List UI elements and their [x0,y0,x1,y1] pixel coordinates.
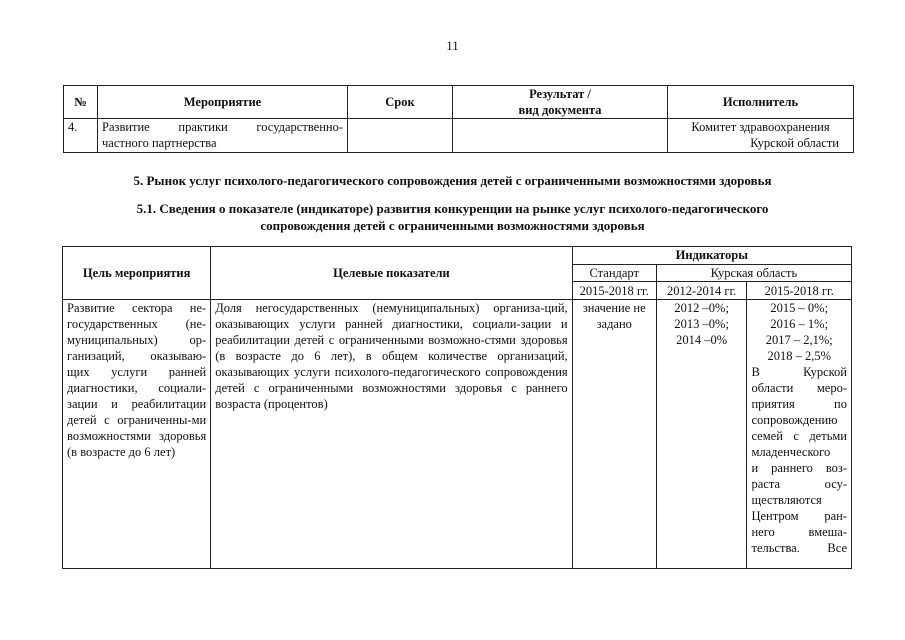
k2-text-line: сопровождению [751,413,838,427]
k2-text-line: В Курской [751,365,847,379]
k2-value: 2016 – 1%; [770,317,829,331]
k2-text-line: младенческого [751,445,831,459]
k2-text-line: ществляются [751,493,822,507]
row-activity-line2: частного партнерства [102,136,217,150]
k1-value: 2012 –0%; [674,301,729,315]
measures-table-header [64,86,854,119]
row-num: 4. [64,119,98,153]
row-kursk-2012-2014 [656,300,747,569]
row-executor-line2: Курской области [750,136,839,150]
header-standard: Стандарт [572,264,656,282]
table-row [64,119,854,153]
header-kursk: Курская область [656,264,851,282]
k2-value: 2018 – 2,5% [767,349,832,363]
section-5-1-title-line2: сопровождения детей с ограниченными возможностями здоровья [260,218,645,233]
k2-text-line: раста осу- [751,477,847,491]
k2-text-line: Центром ран- [751,509,847,523]
header-kursk-years-2: 2015-2018 гг. [747,282,852,300]
k2-value: 2015 – 0%; [770,301,829,315]
section-5-title: 5. Рынок услуг психолого-педагогического сопровождения детей с ограниченными возможностями здоровья [133,173,772,188]
indicator-table [62,246,852,569]
row-executor-line1: Комитет здравоохранения [691,120,830,134]
row-result [453,119,668,153]
row-kursk-2015-2018 [747,300,852,569]
section-5-1-title [0,200,905,234]
header-result-line2: вид документа [518,103,602,117]
row-standard-line2: задано [596,317,632,331]
k1-value: 2014 –0% [676,333,728,347]
header-activity: Мероприятие [98,86,348,119]
row-standard-line1: значение не [582,301,646,315]
row-standard [572,300,656,569]
page-number: 11 [446,38,459,53]
section-5-1-title-line1: 5.1. Сведения о показателе (индикаторе) развития конкуренции на рынке услуг психолого-педагогического [136,201,769,216]
k2-text-line: тельства. Все [751,541,847,555]
k2-text-line: него вмеша- [751,525,847,539]
k2-text-line: и раннего воз- [751,461,847,475]
header-term: Срок [348,86,453,119]
header-goal: Цель мероприятия [63,247,211,300]
measures-table [63,85,854,153]
header-kursk-years-1: 2012-2014 гг. [656,282,747,300]
k2-text-line: области меро- [751,381,847,395]
header-target: Целевые показатели [211,247,572,300]
header-num: № [64,86,98,119]
header-result-line1: Результат / [529,87,591,101]
row-goal: Развитие сектора не-государственных (не-муниципальных) ор-ганизаций, оказываю-щих услуги ранней диагностики, социали-зации и реабилитации детей с ограниченны-ми возможностями здоровья (в возрасте до 6 лет) [63,300,211,569]
table-row [63,300,852,569]
k2-text-line: семей с детьми [751,429,847,443]
k2-text-line: приятия по [751,397,847,411]
header-indicators: Индикаторы [572,247,851,265]
row-target: Доля негосударственных (немуниципальных) организа-ций, оказывающих услуги ранней диагностики, социали-зации и реабилитации детей с ограниченными возможно-стями здоровья (в возрасте до 6 лет), в общем количестве организаций, оказывающих услуги психолого-педагогического сопровождения детей с ограниченными возможностями здоровья с раннего возраста (процентов) [211,300,572,569]
indicator-header-row-1 [63,247,852,265]
header-std-years: 2015-2018 гг. [572,282,656,300]
header-executor: Исполнитель [668,86,854,119]
row-activity [98,119,348,153]
header-result [453,86,668,119]
row-term [348,119,453,153]
k1-value: 2013 –0%; [674,317,729,331]
row-activity-line1: Развитие практики государственно- [102,120,343,134]
row-executor [668,119,854,153]
k2-value: 2017 – 2,1%; [765,333,833,347]
